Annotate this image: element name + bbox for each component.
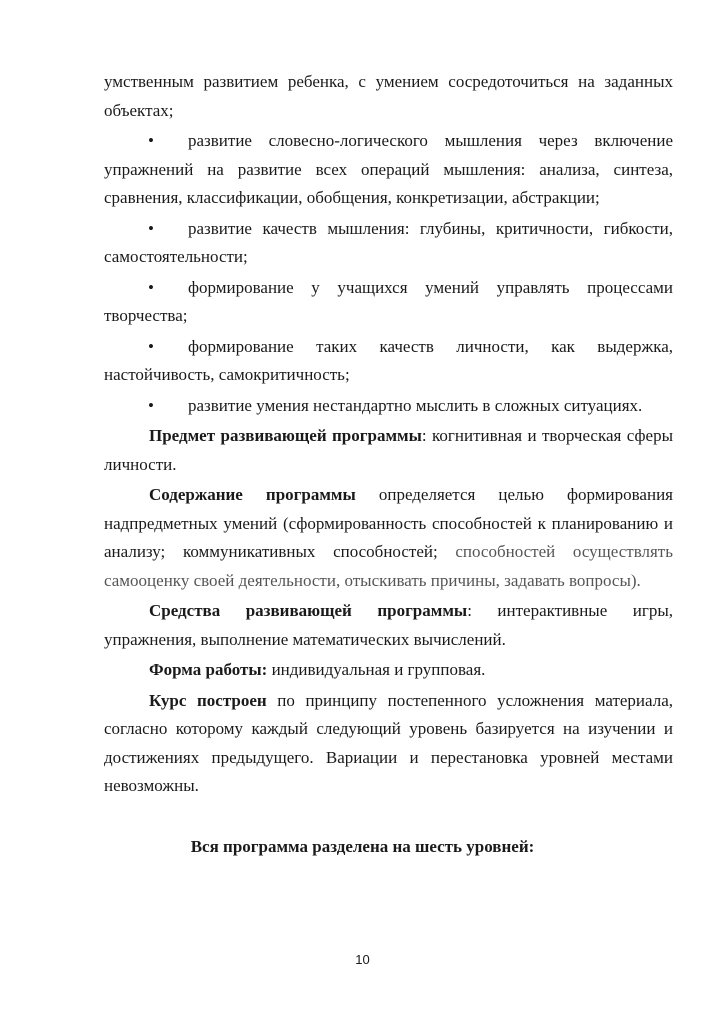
course-paragraph [104,687,673,801]
bullet-item: • формирование таких качеств личности, как выдержка, настойчивость, самокритичность; [104,333,673,390]
bullet-item: • формирование у учащихся умений управлять процессами творчества; [104,274,673,331]
means-term: Средства развивающей программы [149,601,468,620]
content-paragraph [104,481,673,595]
subject-term: Предмет развивающей программы [149,426,422,445]
means-text: : интерактивные игры, упражнения, выполнение математических вычислений. [104,601,673,649]
course-text: по принципу постепенного усложнения материала, согласно которому каждый следующий уровень базируется на изучении и достижениях предыдущего. Вариации и перестановка уровней местами невозможны. [104,690,673,795]
bullet-item: • развитие словесно-логического мышления через включение упражнений на развитие всех операций мышления: анализа, синтеза, сравнения, классификации, обобщения, конкретизации, абстракции; [104,127,673,213]
means-paragraph [104,597,673,654]
form-term: Форма работы: [149,660,268,679]
content-text-grey: способностей осуществлять самооценку своей деятельности, отыскивать причины, задавать вопросы). [104,542,673,590]
intro-paragraph: умственным развитием ребенка, с умением сосредоточиться на заданных объектах; [104,72,673,120]
body-text [104,68,673,801]
section-heading: Вся программа разделена на шесть уровней: [190,837,535,856]
form-text: индивидуальная и групповая. [267,660,486,679]
bullet-item: • развитие умения нестандартно мыслить в сложных ситуациях. [104,392,673,421]
course-term: Курс построен [149,690,267,710]
content-term: Содержание программы [149,485,356,504]
subject-paragraph [104,422,673,479]
page-number: 10 [355,952,370,967]
bullet-item: • развитие качеств мышления: глубины, критичности, гибкости, самостоятельности; [104,215,673,272]
form-paragraph [104,656,673,685]
content-text: определяется целью формирования надпредметных умений (сформированность способностей к планированию и анализу; коммуникативных способностей; [104,485,673,561]
subject-text: : когнитивная и творческая сферы личности. [104,426,673,474]
